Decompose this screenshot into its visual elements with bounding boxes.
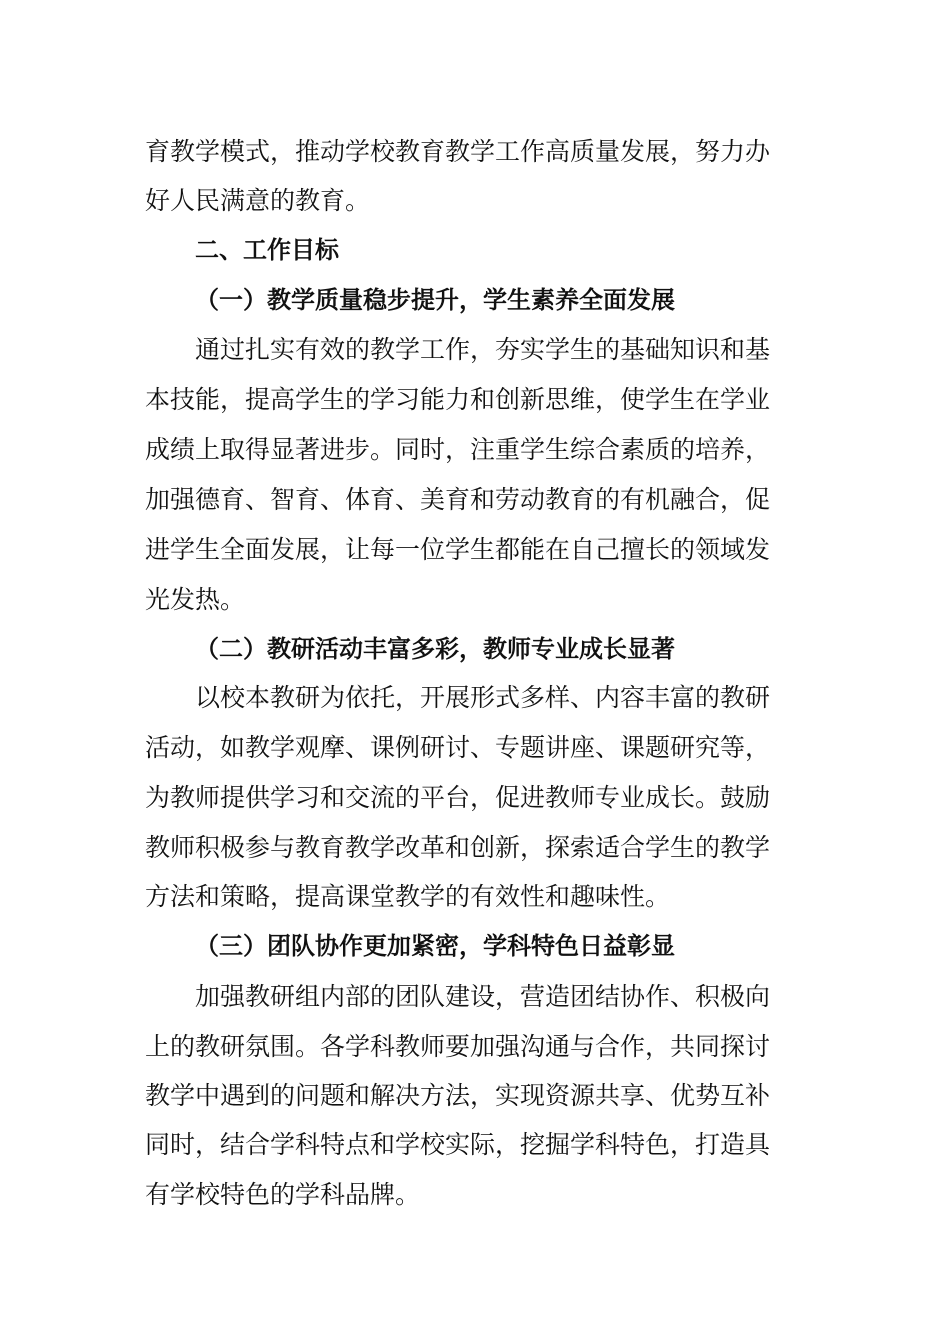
paragraph-line: 上的教研氛围。各学科教师要加强沟通与合作，共同探讨: [145, 1032, 771, 1061]
paragraph-line: 进学生全面发展，让每一位学生都能在自己擅长的领域发: [145, 535, 771, 564]
paragraph-line: 加强教研组内部的团队建设，营造团结协作、积极向: [195, 982, 771, 1011]
paragraph-line: 有学校特色的学科品牌。: [145, 1180, 421, 1209]
paragraph-line: 活动，如教学观摩、课例研讨、专题讲座、课题研究等，: [145, 733, 771, 762]
subsection-heading: （二）教研活动丰富多彩，教师专业成长显著: [195, 635, 675, 663]
paragraph-line: 育教学模式，推动学校教育教学工作高质量发展，努力办: [145, 137, 771, 166]
paragraph-line: 本技能，提高学生的学习能力和创新思维，使学生在学业: [145, 385, 771, 414]
subsection-heading: （一）教学质量稳步提升，学生素养全面发展: [195, 286, 675, 314]
paragraph-line: 好人民满意的教育。: [145, 186, 371, 215]
paragraph-line: 加强德育、智育、体育、美育和劳动教育的有机融合，促: [145, 485, 771, 514]
paragraph-line: 光发热。: [145, 585, 246, 614]
section-heading: 二、工作目标: [195, 236, 339, 264]
paragraph-line: 教师积极参与教育教学改革和创新，探索适合学生的教学: [145, 833, 771, 862]
paragraph-line: 教学中遇到的问题和解决方法，实现资源共享、优势互补: [145, 1081, 771, 1110]
paragraph-line: 为教师提供学习和交流的平台，促进教师专业成长。鼓励: [145, 783, 771, 812]
paragraph-line: 方法和策略，提高课堂教学的有效性和趣味性。: [145, 882, 671, 911]
paragraph-line: 通过扎实有效的教学工作，夯实学生的基础知识和基: [195, 335, 771, 364]
subsection-heading: （三）团队协作更加紧密，学科特色日益彰显: [195, 932, 675, 960]
paragraph-line: 同时，结合学科特点和学校实际，挖掘学科特色，打造具: [145, 1130, 771, 1159]
paragraph-line: 以校本教研为依托，开展形式多样、内容丰富的教研: [195, 683, 771, 712]
paragraph-line: 成绩上取得显著进步。同时，注重学生综合素质的培养，: [145, 435, 771, 464]
